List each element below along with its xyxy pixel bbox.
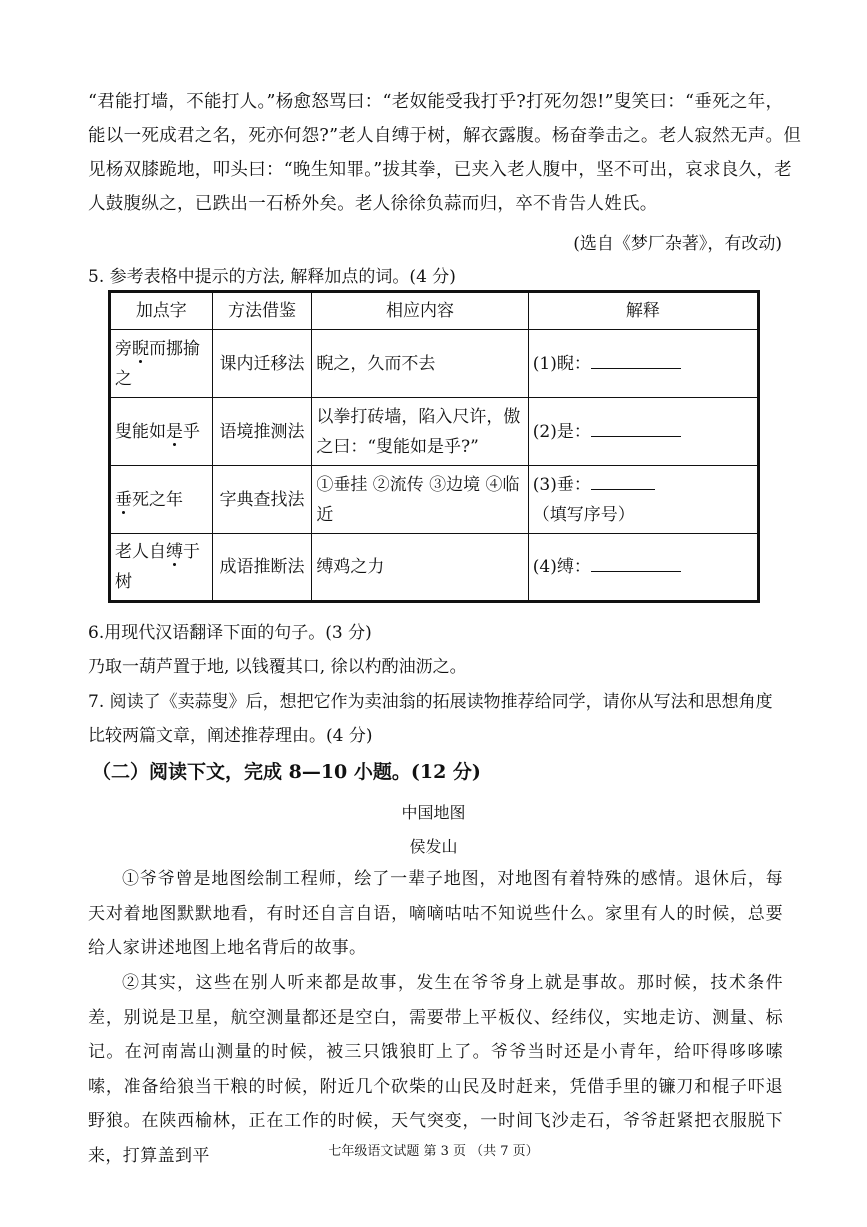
passage-line-3: 见杨双膝跪地，叩头曰：“晚生知罪。”拔其拳，已夹入老人腹中，坚不可出，哀求良久，老	[88, 160, 792, 180]
answer-cell: (1)睨：	[528, 330, 758, 398]
answer-cell: (2)是：	[528, 398, 758, 466]
content-cell: ①垂挂 ②流传 ③边境 ④临近	[312, 466, 528, 534]
word-cell: 垂死之年	[110, 466, 213, 534]
header-answer: 解释	[528, 292, 758, 330]
page-footer: 七年级语文试题 第 3 页 （共 7 页）	[328, 1144, 539, 1159]
passage-source: (选自《梦厂杂著》，有改动)	[573, 234, 782, 254]
content-cell: 以拳打砖墙，陷入尺许，傲之曰：“叟能如是乎?”	[312, 398, 528, 466]
q5-table-header	[110, 292, 759, 330]
table-row	[110, 398, 759, 466]
passage-line-4: 人鼓腹纵之，已跌出一石桥外矣。老人徐徐负蒜而归，卒不肯告人姓氏。	[88, 194, 658, 214]
answer-blank-3[interactable]	[591, 475, 655, 490]
header-word: 加点字	[110, 292, 213, 330]
article-author: 侯发山	[409, 837, 458, 856]
question-6: 6.用现代汉语翻译下面的句子。(3 分)	[88, 623, 372, 643]
table-row	[110, 330, 759, 398]
content-cell: 缚鸡之力	[312, 534, 528, 602]
header-content: 相应内容	[312, 292, 528, 330]
answer-blank-1[interactable]	[591, 354, 681, 369]
passage-line-1: “君能打墙，不能打人。”杨愈怒骂曰：“老奴能受我打乎?打死勿怨!”叟笑曰：“垂死之年，	[88, 92, 784, 112]
question-6-sentence: 乃取一葫芦置于地, 以钱覆其口, 徐以杓酌油沥之。	[88, 657, 467, 677]
paragraph-2: ②其实，这些在别人听来都是故事，发生在爷爷身上就是事故。那时候，技术条件差，别说是卫星，航空测量都还是空白，需要带上平板仪、经纬仪，实地走访、测量、标记。在河南嵩山测量的时候，被三只饿狼盯上了。爷爷当时还是小青年，给吓得哆哆嗦嗦，准备给狼当干粮的时候，附近几个砍柴的山民及时赶来，凭借手里的镰刀和棍子吓退野狼。在陕西榆林，正在工作的时候，天气突变，一时间飞沙走石，爷爷赶紧把衣服脱下来，打算盖到平	[88, 973, 783, 1166]
paragraph-1: ①爷爷曾是地图绘制工程师，绘了一辈子地图，对地图有着特殊的感情。退休后，每天对着地图默默地看，有时还自言自语，嘀嘀咕咕不知说些什么。家里有人的时候，总要给人家讲述地图上地名背后的故事。	[88, 869, 783, 958]
method-cell: 成语推断法	[212, 534, 312, 602]
answer-cell: (3)垂：（填写序号）	[528, 466, 758, 534]
method-cell: 语境推测法	[212, 398, 312, 466]
answer-blank-4[interactable]	[591, 557, 681, 572]
question-7-line-1: 7. 阅读了《卖蒜叟》后，想把它作为卖油翁的拓展读物推荐给同学，请你从写法和思想角度	[88, 692, 773, 712]
table-row	[110, 466, 759, 534]
article-title: 中国地图	[401, 803, 466, 822]
method-cell: 字典查找法	[212, 466, 312, 534]
q5-table	[108, 290, 760, 603]
table-row	[110, 534, 759, 602]
answer-blank-2[interactable]	[591, 422, 681, 437]
question-7-line-2: 比较两篇文章，阐述推荐理由。(4 分)	[88, 726, 373, 746]
word-cell: 老人自缚于树	[110, 534, 213, 602]
header-method: 方法借鉴	[212, 292, 312, 330]
word-cell: 叟能如是乎	[110, 398, 213, 466]
word-cell: 旁睨而挪揄之	[110, 330, 213, 398]
content-cell: 睨之，久而不去	[312, 330, 528, 398]
passage-line-2: 能以一死成君之名，死亦何怨?”老人自缚于树，解衣露腹。杨奋拳击之。老人寂然无声。但	[88, 126, 802, 146]
section-heading: （二）阅读下文，完成 8—10 小题。(12 分)	[92, 761, 481, 783]
answer-cell: (4)缚：	[528, 534, 758, 602]
question-5: 5. 参考表格中提示的方法, 解释加点的词。(4 分)	[88, 267, 456, 287]
method-cell: 课内迁移法	[212, 330, 312, 398]
